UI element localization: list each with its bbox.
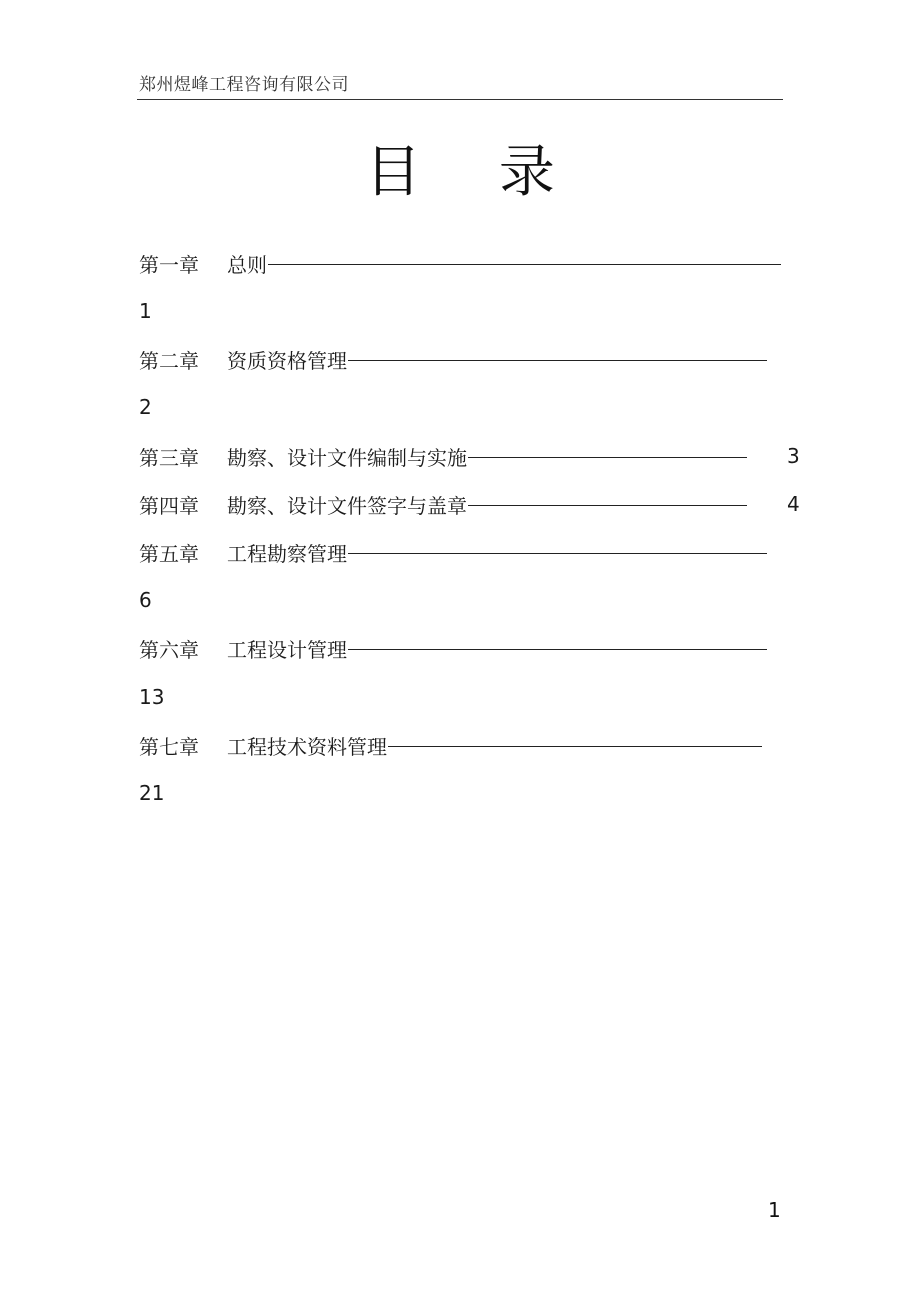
toc-title: 工程技术资料管理 [227,734,387,759]
header-divider [137,99,783,100]
toc-leader-line [388,746,762,747]
toc-entry-1[interactable] [139,248,781,278]
toc-title: 工程设计管理 [227,637,347,662]
toc-entry-3[interactable] [139,441,747,471]
footer-page-number: 1 [768,1198,781,1222]
company-name: 郑州煜峰工程咨询有限公司 [139,75,349,95]
toc-page-number: 13 [139,685,165,709]
toc-leader-line [348,649,767,650]
toc-leader-line [348,553,767,554]
toc-title: 勘察、设计文件签字与盖章 [227,493,467,518]
toc-chapter-label: 第五章 [139,541,199,566]
page-title: 目 录 [365,140,585,205]
toc-entry-4[interactable] [139,489,747,519]
toc-page-number: 3 [787,444,800,468]
toc-leader-line [268,264,781,265]
toc-title: 工程勘察管理 [227,541,347,566]
toc-entry-6[interactable] [139,633,767,663]
toc-chapter-label: 第四章 [139,493,199,518]
toc-page-number: 2 [139,395,152,419]
toc-leader-line [468,457,747,458]
toc-chapter-label: 第二章 [139,348,199,373]
toc-entry-7[interactable] [139,730,762,760]
toc-page-number: 21 [139,781,165,805]
toc-page-number: 6 [139,588,152,612]
toc-chapter-label: 第六章 [139,637,199,662]
toc-title: 资质资格管理 [227,348,347,373]
toc-chapter-label: 第三章 [139,445,199,470]
toc-title: 勘察、设计文件编制与实施 [227,445,467,470]
toc-entry-5[interactable] [139,537,767,567]
toc-chapter-label: 第七章 [139,734,199,759]
toc-chapter-label: 第一章 [139,252,199,277]
toc-title: 总则 [227,252,267,277]
toc-entry-2[interactable] [139,344,767,374]
toc-leader-line [468,505,747,506]
toc-page-number: 1 [139,299,152,323]
toc-leader-line [348,360,767,361]
toc-page-number: 4 [787,492,800,516]
